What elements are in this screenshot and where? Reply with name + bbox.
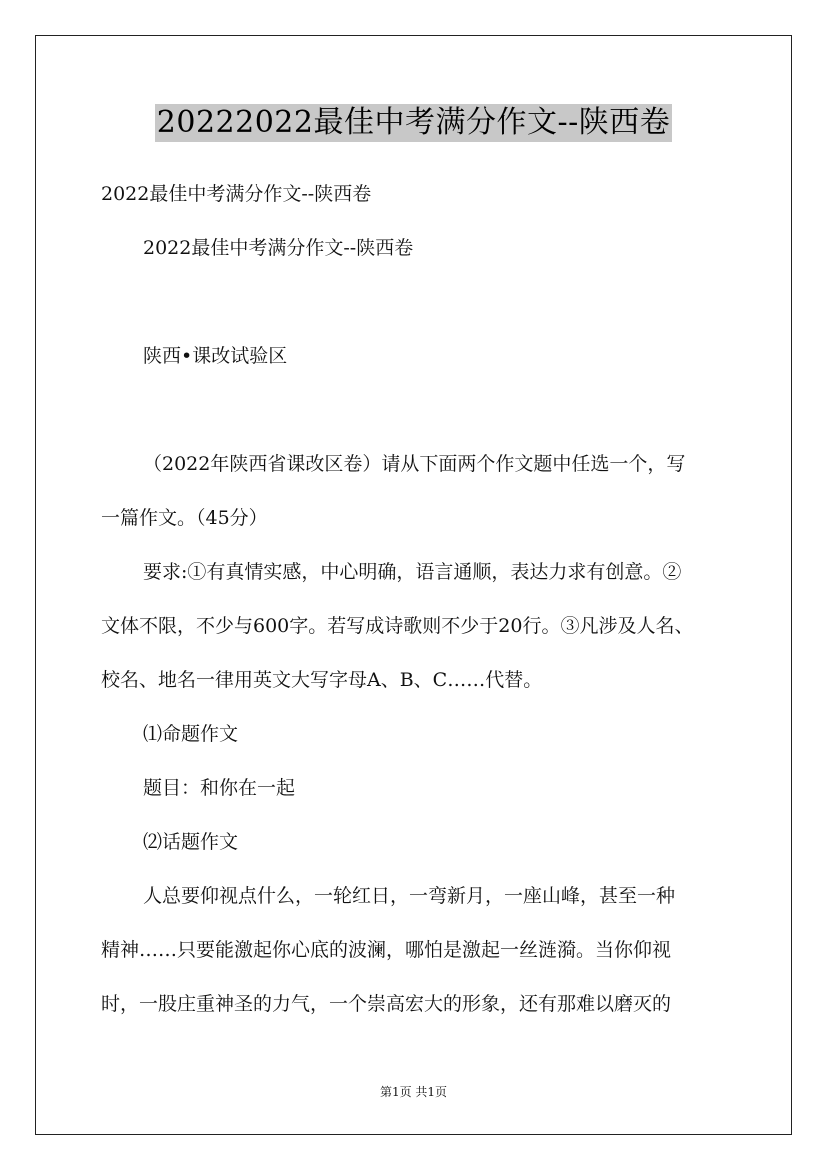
title-container: [0, 104, 827, 142]
option-2-label: ⑵话题作文: [143, 831, 239, 853]
option-1-topic: 题目：和你在一起: [143, 777, 296, 799]
requirements-line-3: 校名、地名一律用英文大写字母A、B、C……代替。: [101, 669, 543, 691]
page-footer: [0, 1084, 827, 1100]
intro-line-1: （2022年陕西省课改区卷）请从下面两个作文题中任选一个，写: [143, 453, 686, 475]
intro-line-2: 一篇作文。（45分）: [101, 507, 268, 529]
option-1-label: ⑴命题作文: [143, 723, 239, 745]
requirements-line-1: 要求:①有真情实感，中心明确，语言通顺，表达力求有创意。②: [143, 561, 682, 583]
subtitle: 2022最佳中考满分作文--陕西卷: [101, 183, 372, 205]
page-number: 第1页 共1页: [379, 1085, 448, 1099]
body-line-3: 时，一股庄重神圣的力气，一个崇高宏大的形象，还有那难以磨灭的: [101, 993, 672, 1015]
body-line-2: 精神……只要能激起你心底的波澜，哪怕是激起一丝涟漪。当你仰视: [101, 939, 672, 961]
subtitle-indented: 2022最佳中考满分作文--陕西卷: [143, 237, 414, 259]
body-line-1: 人总要仰视点什么，一轮红日，一弯新月，一座山峰，甚至一种: [143, 885, 676, 907]
region-label: 陕西•课改试验区: [143, 345, 288, 367]
document-title: 20222022最佳中考满分作文--陕西卷: [156, 105, 671, 140]
requirements-line-2: 文体不限，不少与600字。若写成诗歌则不少于20行。③凡涉及人名、: [101, 615, 694, 637]
